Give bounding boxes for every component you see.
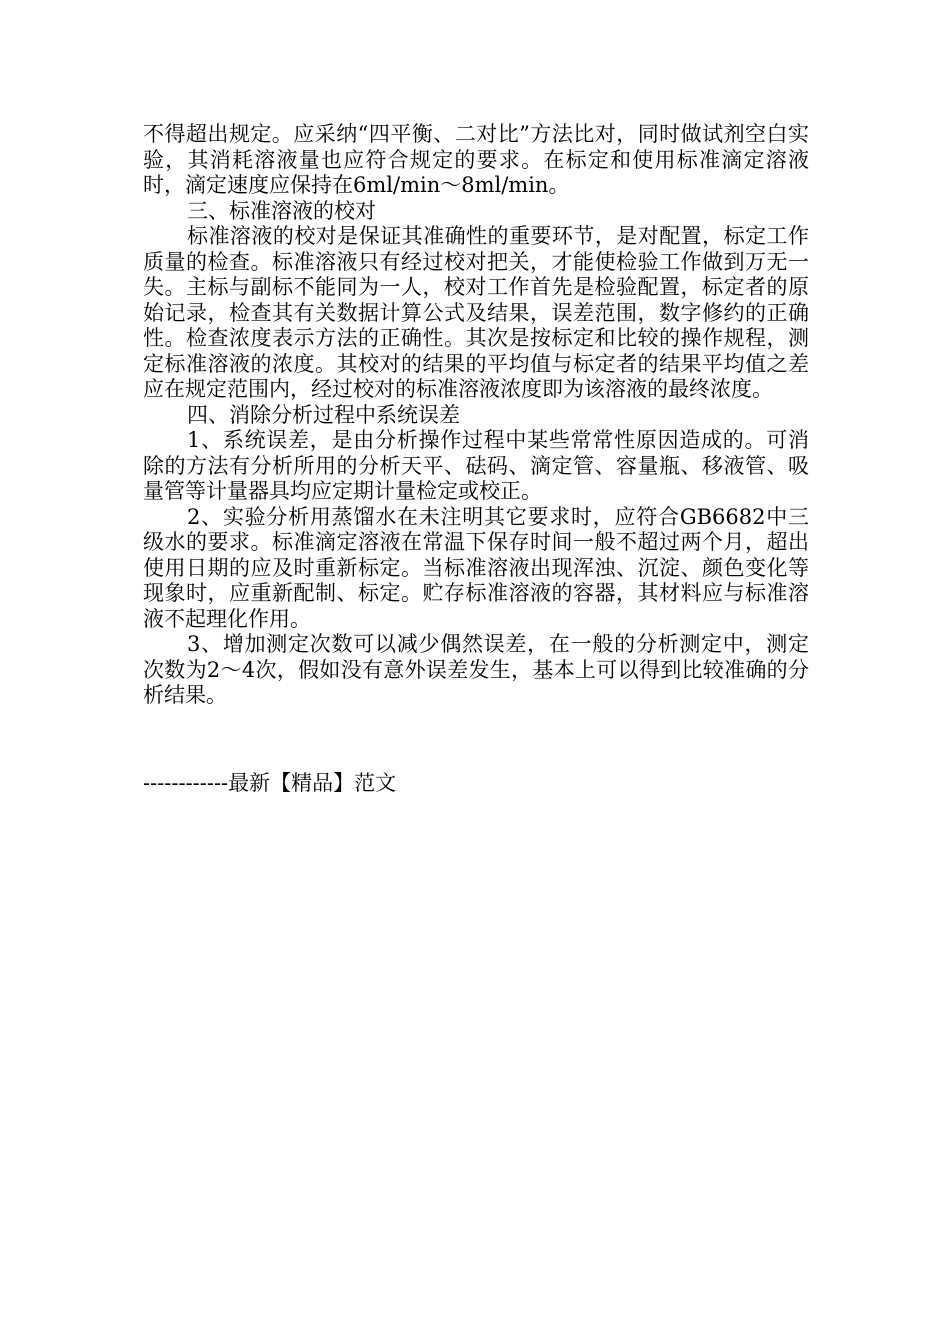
footer-text: ------------最新【精品】范文 [143, 771, 397, 795]
document-body [143, 122, 809, 709]
paragraph-continuation: 不得超出规定。应采纳“四平衡、二对比”方法比对，同时做试剂空白实验，其消耗溶液量也应符合规定的要求。在标定和使用标准滴定溶液时，滴定速度应保持在6ml/min～8ml/min。 [143, 122, 809, 197]
section-heading-3: 三、标准溶液的校对 [187, 198, 376, 223]
paragraph-item-3: 3、增加测定次数可以减少偶然误差，在一般的分析测定中，测定次数为2～4次，假如没有意外误差发生，基本上可以得到比较准确的分析结果。 [143, 632, 809, 707]
section-heading-4: 四、消除分析过程中系统误差 [187, 402, 460, 427]
paragraph-calibration: 标准溶液的校对是保证其准确性的重要环节，是对配置，标定工作质量的检查。标准溶液只有经过校对把关，才能使检验工作做到万无一失。主标与副标不能同为一人，校对工作首先是检验配置，标定者的原始记录，检查其有关数据计算公式及结果，误差范围，数字修约的正确性。检查浓度表示方法的正确性。其次是按标定和比较的操作规程，测定标准溶液的浓度。其校对的结果的平均值与标定者的结果平均值之差应在规定范围内，经过校对的标准溶液浓度即为该溶液的最终浓度。 [143, 224, 809, 401]
paragraph-item-1: 1、系统误差，是由分析操作过程中某些常常性原因造成的。可消除的方法有分析所用的分析天平、砝码、滴定管、容量瓶、移液管、吸量管等计量器具均应定期计量检定或校正。 [143, 428, 809, 503]
paragraph-item-2: 2、实验分析用蒸馏水在未注明其它要求时，应符合GB6682中三级水的要求。标准滴定溶液在常温下保存时间一般不超过两个月，超出使用日期的应及时重新标定。当标准溶液出现浑浊、沉淀、颜色变化等现象时，应重新配制、标定。贮存标准溶液的容器，其材料应与标准溶液不起理化作用。 [143, 504, 809, 631]
